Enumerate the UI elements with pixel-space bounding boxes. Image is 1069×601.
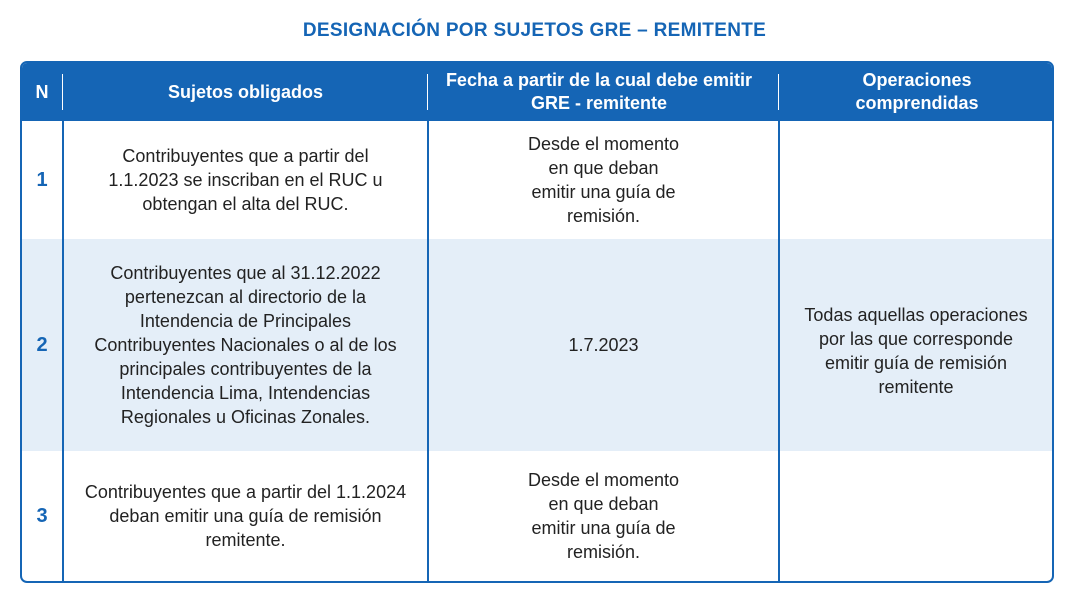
row-sujetos: Contribuyentes que al 31.12.2022 pertenezcan al directorio de la Intendencia de Principales Contribuyentes Nacionales o al de los principales contribuyentes de la Intendencia Lima, Intendencias Regionales u Oficinas Zonales.: [94, 263, 397, 427]
row-number: 3: [36, 505, 48, 527]
row-sujetos: Contribuyentes que a partir del 1.1.2024 deban emitir una guía de remisión remitente.: [84, 482, 407, 550]
row-fecha: Desde el momento en que deban emitir una guía de remisión.: [527, 134, 680, 226]
header-n: N: [35, 81, 49, 102]
page-title: DESIGNACIÓN POR SUJETOS GRE – REMITENTE: [302, 20, 767, 41]
header-separator: [62, 74, 63, 110]
designation-table: [20, 61, 1054, 583]
row-number: 2: [36, 334, 48, 356]
header-separator: [427, 74, 428, 110]
header-separator: [778, 74, 779, 110]
table-header: [22, 63, 1052, 121]
row-fecha: 1.7.2023: [568, 335, 639, 355]
row-fecha: Desde el momento en que deban emitir una guía de remisión.: [527, 470, 680, 562]
row-sujetos: Contribuyentes que a partir del 1.1.2023 se inscriban en el RUC u obtengan el alta del RUC.: [108, 146, 383, 214]
column-divider: [62, 121, 64, 581]
header-fecha: Fecha a partir de la cual debe emitir GRE - remitente: [445, 70, 753, 113]
row-number: 1: [36, 169, 48, 191]
header-sujetos: Sujetos obligados: [167, 81, 323, 102]
header-operaciones: Operaciones comprendidas: [855, 70, 979, 113]
operaciones-cell: Todas aquellas operaciones por las que corresponde emitir guía de remisión remitente: [804, 305, 1028, 397]
